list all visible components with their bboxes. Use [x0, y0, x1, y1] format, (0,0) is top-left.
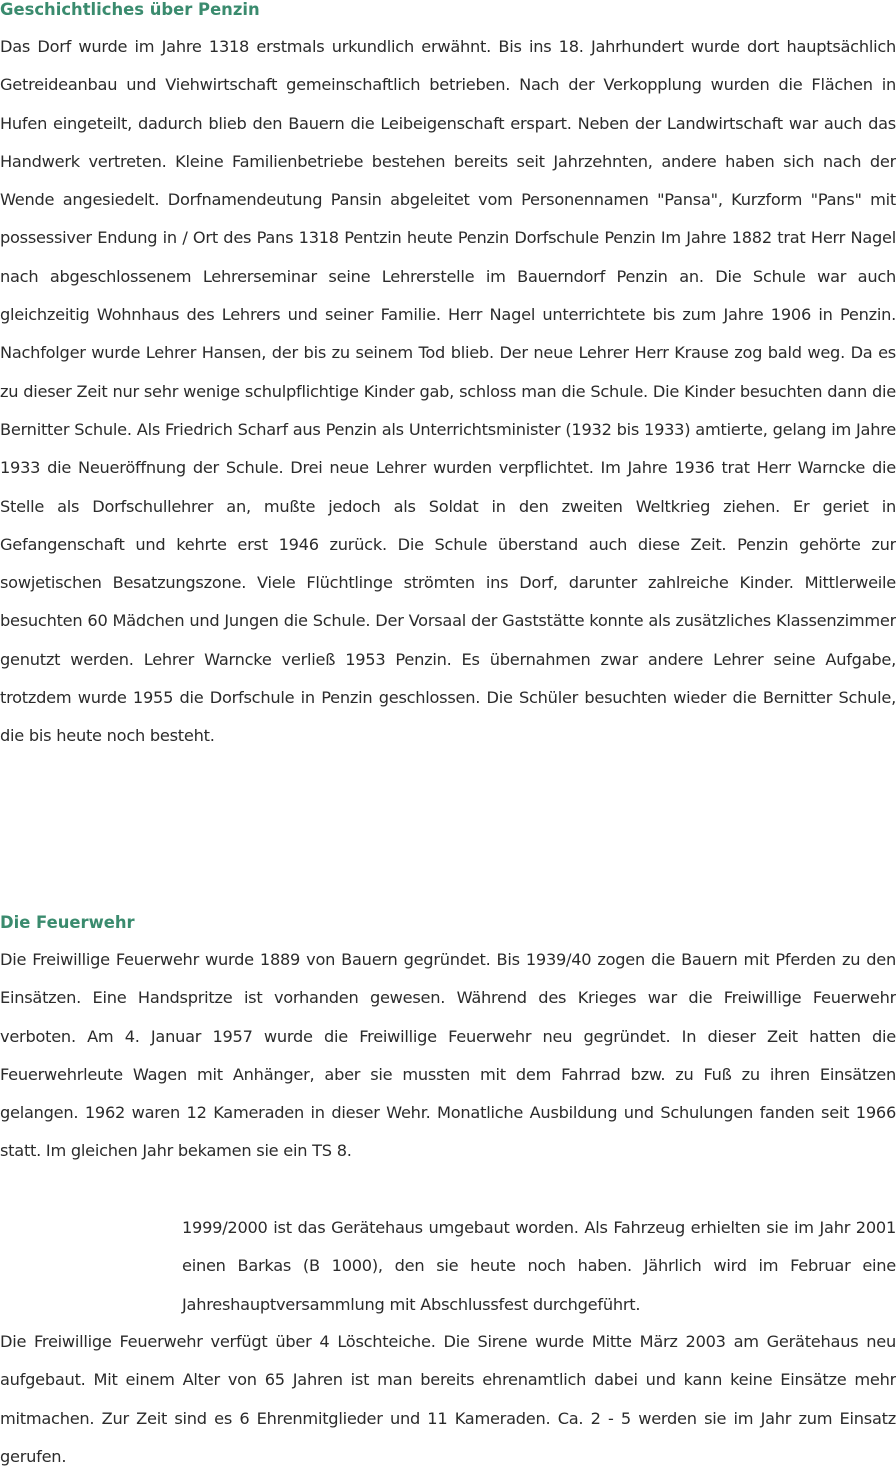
history-paragraph: Das Dorf wurde im Jahre 1318 erstmals urkundlich erwähnt. Bis ins 18. Jahrhundert wurde dort hauptsächlich Getreideanbau und Viehwirtschaft gemeinschaftlich betrieben. Nach der Verkopplung wurden die Flächen in Hufen eingeteilt, dadurch blieb den Bauern die Leibeigenschaft erspart. Neben der Landwirtschaft war auch das Handwerk vertreten. Kleine Familienbetriebe bestehen bereits seit Jahrzehnten, andere haben sich nach der Wende angesiedelt. Dorfnamendeutung Pansin abgeleitet vom Personennamen "Pansa", Kurzform "Pans" mit possessiver Endung in / Ort des Pans 1318 Pentzin heute Penzin Dorfschule Penzin Im Jahre 1882 trat Herr Nagel nach abgeschlossenem Lehrerseminar seine Lehrerstelle im Bauerndorf Penzin an. Die Schule war auch gleichzeitig Wohnhaus des Lehrers und seiner Familie. Herr Nagel unterrichtete bis zum Jahre 1906 in Penzin. Nachfolger wurde Lehrer Hansen, der bis zu seinem Tod blieb. Der neue Lehrer Herr Krause zog bald weg. Da es zu dieser Zeit nur sehr wenige schulpflichtige Kinder gab, schloss man die Schule. Die Kinder besuchten dann die Bernitter Schule. Als Friedrich Scharf aus Penzin als Unterrichtsminister (1932 bis 1933) amtierte, gelang im Jahre 1933 die Neueröffnung der Schule. Drei neue Lehrer wurden verpflichtet. Im Jahre 1936 trat Herr Warncke die Stelle als Dorfschullehrer an, mußte jedoch als Soldat in den zweiten Weltkrieg ziehen. Er geriet in Gefangenschaft und kehrte erst 1946 zurück. Die Schule überstand auch diese Zeit. Penzin gehörte zur sowjetischen Besatzungszone. Viele Flüchtlinge strömten ins Dorf, darunter zahlreiche Kinder. Mittlerweile besuchten 60 Mädchen und Jungen die Schule. Der Vorsaal der Gaststätte konnte als zusätzliches Klassenzimmer genutzt werden. Lehrer Warncke verließ 1953 Penzin. Es übernahmen zwar andere Lehrer seine Aufgabe, trotzdem wurde 1955 die Dorfschule in Penzin geschlossen. Die Schüler besuchten wieder die Bernitter Schule, die bis heute noch besteht.: [0, 37, 896, 746]
firebrigade-paragraph-3: Die Freiwillige Feuerwehr verfügt über 4 Löschteiche. Die Sirene wurde Mitte März 2003 am Gerätehaus neu aufgebaut. Mit einem Alter von 65 Jahren ist man bereits ehrenamtlich dabei und kann keine Einsätze mehr mitmachen. Zur Zeit sind es 6 Ehrenmitglieder und 11 Kameraden. Ca. 2 - 5 werden sie im Jahr zum Einsatz gerufen.: [0, 1332, 896, 1466]
firebrigade-heading: Die Feuerwehr: [0, 913, 135, 932]
firebrigade-paragraph-1: Die Freiwillige Feuerwehr wurde 1889 von Bauern gegründet. Bis 1939/40 zogen die Bauern mit Pferden zu den Einsätzen. Eine Handspritze ist vorhanden gewesen. Während des Krieges war die Freiwillige Feuerwehr verboten. Am 4. Januar 1957 wurde die Freiwillige Feuerwehr neu gegründet. In dieser Zeit hatten die Feuerwehrleute Wagen mit Anhänger, aber sie mussten mit dem Fahrrad bzw. zu Fuß zu ihren Einsätzen gelangen. 1962 waren 12 Kameraden in dieser Wehr. Monatliche Ausbildung und Schulungen fanden seit 1966 statt. Im gleichen Jahr bekamen sie ein TS 8.: [0, 950, 896, 1161]
firebrigade-paragraph-2: 1999/2000 ist das Gerätehaus umgebaut worden. Als Fahrzeug erhielten sie im Jahr 2001 einen Barkas (B 1000), den sie heute noch haben. Jährlich wird im Februar eine Jahreshauptversammlung mit Abschlussfest durchgeführt.: [182, 1218, 896, 1314]
history-heading: Geschichtliches über Penzin: [0, 0, 260, 19]
